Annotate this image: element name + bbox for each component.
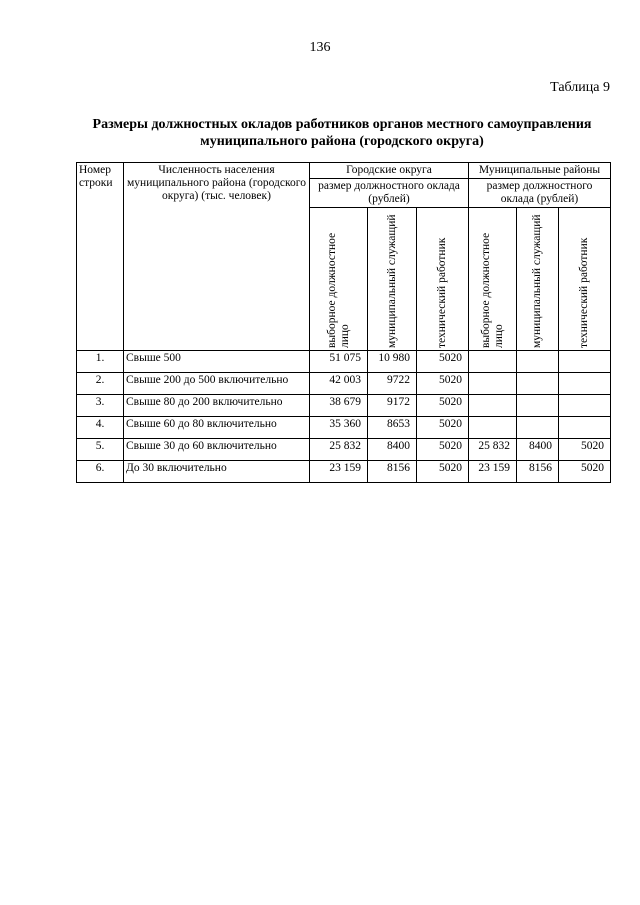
municipal-servant-value [517,395,559,417]
city-servant-value: 10 980 [368,351,417,373]
header-city-servant [368,208,417,351]
row-population: Свыше 500 [124,351,310,373]
header-municipal-technical [559,208,611,351]
municipal-servant-value [517,417,559,439]
row-number: 4. [77,417,124,439]
table-row [77,439,611,461]
salary-table [76,162,611,483]
table-row [77,417,611,439]
city-servant-value: 8653 [368,417,417,439]
city-technical-value: 5020 [417,461,469,483]
city-technical-value: 5020 [417,395,469,417]
city-elected-value: 42 003 [310,373,368,395]
municipal-elected-value [469,395,517,417]
row-number: 2. [77,373,124,395]
header-city-districts: Городские округа [310,163,469,179]
municipal-technical-value: 5020 [559,439,611,461]
row-population: Свыше 80 до 200 включительно [124,395,310,417]
document-title: Размеры должностных окладов работников органов местного самоуправления муниципального района (городского округа) [92,117,592,149]
header-city-servant-label: муниципальный служащий [385,214,398,348]
city-technical-value: 5020 [417,439,469,461]
municipal-elected-value [469,373,517,395]
header-municipal-servant-label: муниципальный служащий [531,214,543,348]
city-elected-value: 38 679 [310,395,368,417]
municipal-elected-value [469,417,517,439]
header-city-technical-label: технический работник [436,237,448,348]
row-population: Свыше 30 до 60 включительно [124,439,310,461]
municipal-technical-value [559,395,611,417]
city-technical-value: 5020 [417,373,469,395]
row-population: До 30 включительно [124,461,310,483]
municipal-servant-value: 8156 [517,461,559,483]
city-elected-value: 23 159 [310,461,368,483]
page-number: 136 [309,40,331,55]
city-servant-value: 9722 [368,373,417,395]
city-elected-value: 51 075 [310,351,368,373]
header-population: Численность населения муниципального района (городского округа) (тыс. человек) [124,163,310,351]
municipal-elected-value: 23 159 [469,461,517,483]
municipal-technical-value [559,351,611,373]
row-population: Свыше 60 до 80 включительно [124,417,310,439]
city-servant-value: 8400 [368,439,417,461]
table-row [77,373,611,395]
header-municipal-technical-label: технический работник [578,237,590,348]
table-row [77,395,611,417]
city-technical-value: 5020 [417,351,469,373]
header-city-technical [417,208,469,351]
municipal-technical-value [559,417,611,439]
header-municipal-districts: Муниципальные районы [469,163,611,179]
city-elected-value: 35 360 [310,417,368,439]
municipal-servant-value: 8400 [517,439,559,461]
row-number: 1. [77,351,124,373]
row-population: Свыше 200 до 500 включительно [124,373,310,395]
table-row [77,351,611,373]
municipal-technical-value [559,373,611,395]
header-salary-size-city: размер должностного оклада (рублей) [310,179,469,208]
municipal-technical-value: 5020 [559,461,611,483]
municipal-servant-value [517,351,559,373]
header-salary-size-municipal: размер должностного оклада (рублей) [469,179,611,208]
table-row [77,461,611,483]
header-row-number: Номер строки [77,163,124,351]
city-servant-value: 9172 [368,395,417,417]
header-city-elected-label: выборное должностное лицо [325,232,351,348]
table-label: Таблица 9 [550,80,610,95]
city-technical-value: 5020 [417,417,469,439]
header-municipal-servant [517,208,559,351]
city-servant-value: 8156 [368,461,417,483]
header-city-elected [310,208,368,351]
row-number: 5. [77,439,124,461]
header-municipal-elected [469,208,517,351]
row-number: 3. [77,395,124,417]
header-municipal-elected-label: выборное должностное лицо [479,232,505,348]
city-elected-value: 25 832 [310,439,368,461]
row-number: 6. [77,461,124,483]
municipal-elected-value [469,351,517,373]
municipal-servant-value [517,373,559,395]
municipal-elected-value: 25 832 [469,439,517,461]
